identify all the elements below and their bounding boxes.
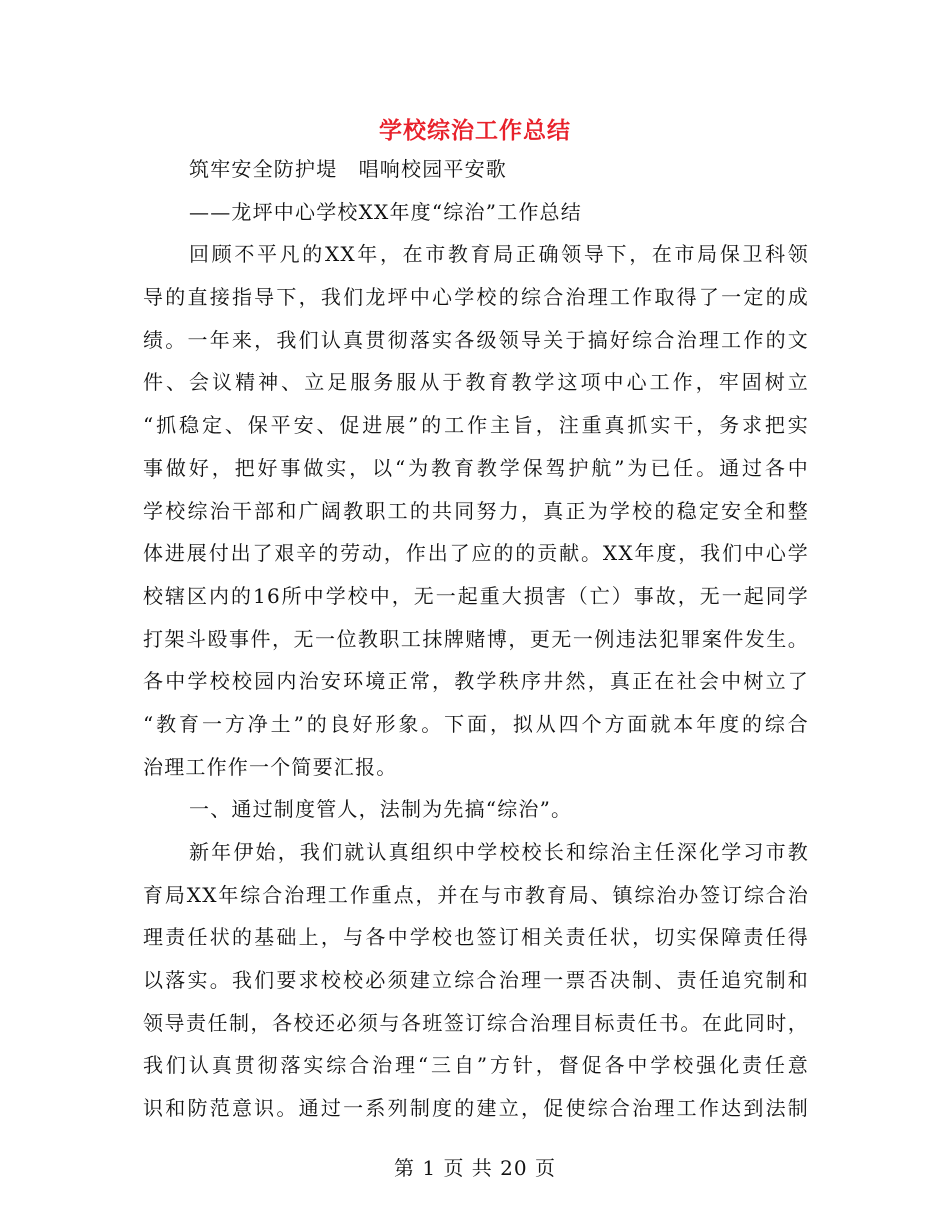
text-line: 治理工作作一个简要汇报。 bbox=[143, 754, 398, 779]
text-line: “抓稳定、保平安、促进展”的工作主旨，注重真抓实干，务求把实 bbox=[143, 413, 809, 438]
text-line: 我们认真贯彻落实综合治理“三自”方针，督促各中学校强化责任意 bbox=[143, 1053, 809, 1078]
text-line: 事做好，把好事做实，以“为教育教学保驾护航”为已任。通过各中 bbox=[143, 455, 809, 480]
text-line: 导的直接指导下，我们龙坪中心学校的综合治理工作取得了一定的成 bbox=[143, 285, 809, 310]
text-line: 绩。一年来，我们认真贯彻落实各级领导关于搞好综合治理工作的文 bbox=[143, 327, 809, 352]
text-line: 新年伊始，我们就认真组织中学校校长和综治主任深化学习市教 bbox=[189, 840, 809, 864]
text-line: 识和防范意识。通过一系列制度的建立，促使综合治理工作达到法制 bbox=[143, 1096, 809, 1121]
text-line: 各中学校校园内治安环境正常，教学秩序井然，真正在社会中树立了 bbox=[143, 669, 809, 694]
text-line: 理责任状的基础上，与各中学校也签订相关责任状，切实保障责任得 bbox=[143, 925, 809, 950]
text-line: ——龙坪中心学校XX年度“综治”工作总结 bbox=[189, 199, 582, 224]
text-line: 校辖区内的16所中学校中，无一起重大损害（亡）事故，无一起同学 bbox=[143, 583, 809, 608]
text-line: 学校综治干部和广阔教职工的共同努力，真正为学校的稳定安全和整 bbox=[143, 498, 809, 523]
text-line: 一、通过制度管人，法制为先搞“综治”。 bbox=[189, 797, 573, 822]
text-line: 体进展付出了艰辛的劳动，作出了应的的贡献。XX年度，我们中心学 bbox=[143, 541, 809, 566]
text-line: 领导责任制，各校还必须与各班签订综合治理目标责任书。在此同时， bbox=[143, 1010, 809, 1035]
text-line: 打架斗殴事件，无一位教职工抹牌赌博，更无一例违法犯罪案件发生。 bbox=[143, 626, 809, 651]
text-line: 筑牢安全防护堤 唱响校园平安歌 bbox=[189, 157, 507, 181]
text-line: “教育一方净土”的良好形象。下面，拟从四个方面就本年度的综合 bbox=[143, 711, 809, 736]
text-line: 育局XX年综合治理工作重点，并在与市教育局、镇综治办签订综合治 bbox=[143, 882, 809, 907]
page-title: 学校综治工作总结 bbox=[379, 118, 571, 144]
text-line: 件、会议精神、立足服务服从于教育教学这项中心工作，牢固树立 bbox=[143, 370, 809, 395]
text-line: 以落实。我们要求校校必须建立综合治理一票否决制、责任追究制和 bbox=[143, 968, 809, 993]
page-footer: 第 1 页 共 20 页 bbox=[394, 1156, 556, 1180]
document-body bbox=[143, 148, 809, 1130]
text-line: 回顾不平凡的XX年，在市教育局正确领导下，在市局保卫科领 bbox=[189, 242, 809, 267]
